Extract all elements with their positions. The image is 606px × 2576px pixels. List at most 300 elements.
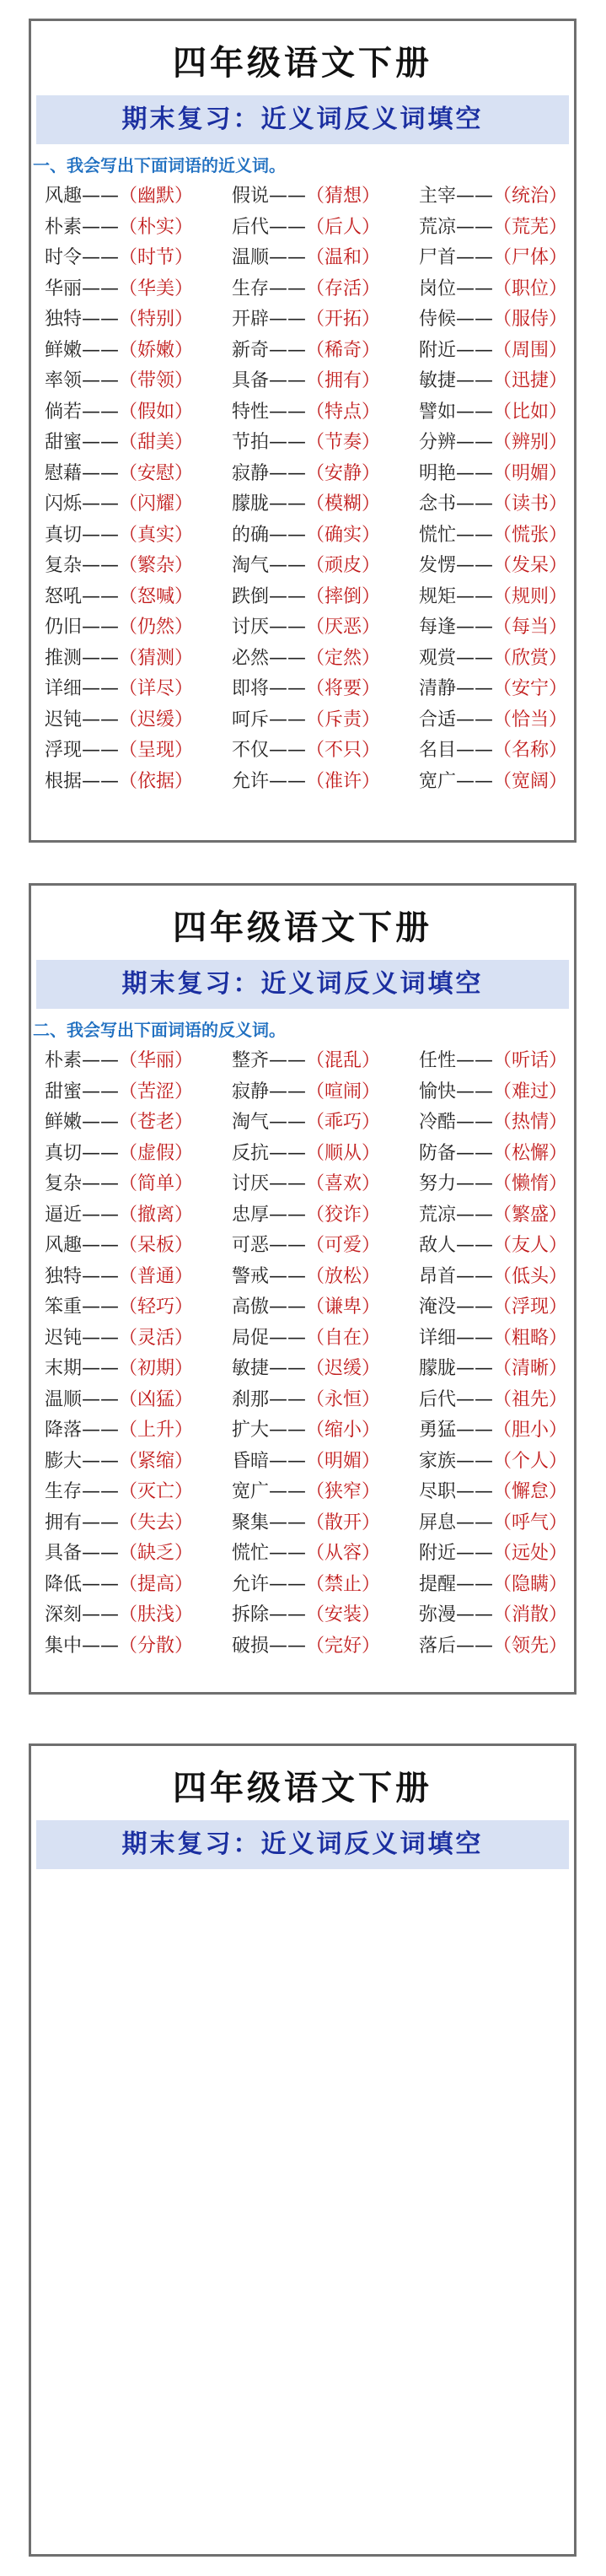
close-paren: ）: [549, 1604, 568, 1625]
word: 侍候: [419, 309, 457, 330]
answer-word: 温和: [324, 247, 362, 268]
open-paren: （: [306, 1358, 325, 1379]
open-paren: （: [306, 247, 325, 268]
answer-word: 呆板: [137, 1235, 175, 1256]
dash-separator: ——: [269, 678, 307, 699]
open-paren: （: [119, 1081, 138, 1102]
answer-word: 明媚: [512, 462, 550, 484]
subtitle-banner: 期末复习：近义词反义词填空: [36, 95, 569, 144]
word: 聚集: [232, 1512, 270, 1533]
close-paren: ）: [362, 247, 381, 268]
close-paren: ）: [174, 432, 194, 453]
answer-word: 松懈: [512, 1142, 550, 1164]
word: 拥有: [45, 1512, 83, 1533]
answer-word: 安慰: [137, 462, 175, 484]
word-pair: [45, 1354, 232, 1385]
close-paren: ）: [362, 1635, 381, 1657]
open-paren: （: [119, 678, 138, 699]
dash-separator: ——: [82, 555, 120, 576]
answer-word: 时节: [137, 247, 175, 268]
word-pair: [419, 428, 587, 459]
dash-separator: ——: [269, 1112, 307, 1133]
answer-word: 苦涩: [137, 1081, 175, 1102]
answer-word: 普通: [137, 1265, 175, 1287]
close-paren: ）: [362, 1481, 381, 1502]
answer-word: 粗略: [512, 1327, 550, 1349]
dash-separator: ——: [456, 1573, 494, 1595]
answer-word: 消散: [512, 1604, 550, 1625]
close-paren: ）: [549, 1358, 568, 1379]
answer-word: 可爱: [324, 1235, 362, 1256]
dash-separator: ——: [456, 1112, 494, 1133]
close-paren: ）: [549, 1265, 568, 1287]
word-pair: [419, 489, 587, 520]
dash-separator: ——: [82, 1420, 120, 1441]
word-pair: [45, 1139, 232, 1170]
word: 冷酷: [419, 1112, 457, 1133]
word-pair: [232, 304, 419, 336]
dash-separator: ——: [82, 1358, 120, 1379]
open-paren: （: [493, 1142, 512, 1164]
word-pair: [419, 1447, 587, 1478]
answer-word: 缩小: [324, 1420, 362, 1441]
word-pair: [45, 767, 232, 798]
dash-separator: ——: [456, 1081, 494, 1102]
close-paren: ）: [362, 1265, 381, 1287]
close-paren: ）: [549, 1112, 568, 1133]
word-pair: [419, 1107, 587, 1139]
dash-separator: ——: [456, 1173, 494, 1194]
dash-separator: ——: [456, 1327, 494, 1349]
answer-word: 灭亡: [137, 1481, 175, 1502]
dash-separator: ——: [269, 1635, 307, 1657]
close-paren: ）: [362, 1112, 381, 1133]
word: 降落: [45, 1420, 83, 1441]
dash-separator: ——: [269, 1512, 307, 1533]
close-paren: ）: [174, 1481, 194, 1502]
close-paren: ）: [549, 555, 568, 576]
dash-separator: ——: [82, 1081, 120, 1102]
open-paren: （: [493, 1481, 512, 1502]
word: 不仅: [232, 740, 270, 761]
word: 允许: [232, 1573, 270, 1595]
word: 朦胧: [232, 493, 270, 515]
answer-word: 灵活: [137, 1327, 175, 1349]
answer-word: 紧缩: [137, 1450, 175, 1472]
answer-word: 顺从: [324, 1142, 362, 1164]
dash-separator: ——: [82, 1481, 120, 1502]
word-pair: [419, 644, 587, 675]
word: 附近: [419, 339, 457, 361]
word: 寂静: [232, 1081, 270, 1102]
word-pair: [232, 705, 419, 736]
word-pair: [232, 1262, 419, 1293]
answer-word: 从容: [324, 1543, 362, 1564]
word-pair: [232, 274, 419, 305]
open-paren: （: [306, 186, 325, 207]
close-paren: ）: [174, 524, 194, 546]
word-pair: [232, 1292, 419, 1323]
dash-separator: ——: [269, 1481, 307, 1502]
word-pair: [45, 1262, 232, 1293]
word-pair: [419, 736, 587, 767]
dash-separator: ——: [82, 1327, 120, 1349]
dash-separator: ——: [82, 339, 120, 361]
answer-word: 简单: [137, 1173, 175, 1194]
close-paren: ）: [362, 1420, 381, 1441]
dash-separator: ——: [456, 370, 494, 391]
close-paren: ）: [174, 186, 194, 207]
close-paren: ）: [174, 493, 194, 515]
page-title: 四年级语文下册: [173, 908, 432, 947]
answer-word: 谦卑: [324, 1296, 362, 1318]
open-paren: （: [493, 1450, 512, 1472]
word-pair: [419, 1323, 587, 1355]
dash-separator: ——: [269, 555, 307, 576]
dash-separator: ——: [456, 1635, 494, 1657]
dash-separator: ——: [82, 1543, 120, 1564]
word: 允许: [232, 770, 270, 792]
word: 寂静: [232, 462, 270, 484]
answer-word: 喜欢: [324, 1173, 362, 1194]
close-paren: ）: [362, 401, 381, 423]
open-paren: （: [119, 617, 138, 638]
word: 局促: [232, 1327, 270, 1349]
word-pair: [45, 1477, 232, 1508]
answer-word: 真实: [137, 524, 175, 546]
dash-separator: ——: [82, 1265, 120, 1287]
word: 推测: [45, 647, 83, 669]
word-pair: [419, 1169, 587, 1200]
word-pair: [232, 1477, 419, 1508]
close-paren: ）: [362, 309, 381, 330]
answer-word: 准许: [324, 770, 362, 792]
dash-separator: ——: [456, 339, 494, 361]
answer-word: 定然: [324, 647, 362, 669]
answer-word: 远处: [512, 1543, 550, 1564]
word: 复杂: [45, 555, 83, 576]
answer-word: 特点: [324, 401, 362, 423]
open-paren: （: [306, 770, 325, 792]
dash-separator: ——: [82, 1204, 120, 1226]
open-paren: （: [306, 524, 325, 546]
page-title: 四年级语文下册: [173, 1768, 432, 1808]
close-paren: ）: [362, 186, 381, 207]
word: 淘气: [232, 555, 270, 576]
word-pair: [419, 1477, 587, 1508]
word-pair: [419, 767, 587, 798]
word: 淘气: [232, 1112, 270, 1133]
word-pair: [419, 366, 587, 397]
open-paren: （: [306, 709, 325, 730]
answer-word: 娇嫩: [137, 339, 175, 361]
close-paren: ）: [362, 1081, 381, 1102]
word-pair: [232, 336, 419, 367]
word-pair: [419, 213, 587, 244]
word-pair: [232, 1600, 419, 1631]
word-pair: [232, 428, 419, 459]
word: 任性: [419, 1050, 457, 1071]
word-pair: [419, 459, 587, 490]
page-title: 四年级语文下册: [173, 43, 432, 83]
open-paren: （: [306, 1635, 325, 1657]
answer-word: 华丽: [137, 1050, 175, 1071]
word: 荒凉: [419, 216, 457, 238]
word-pair: [45, 274, 232, 305]
answer-word: 不只: [324, 740, 362, 761]
open-paren: （: [119, 1388, 138, 1410]
word-pair: [419, 1354, 587, 1385]
word-pair: [419, 1600, 587, 1631]
word-pair: [45, 1292, 232, 1323]
open-paren: （: [119, 1420, 138, 1441]
open-paren: （: [119, 1296, 138, 1318]
answer-word: 开拓: [324, 309, 362, 330]
answer-word: 热情: [512, 1112, 550, 1133]
word: 扩大: [232, 1420, 270, 1441]
open-paren: （: [306, 1296, 325, 1318]
answer-word: 缺乏: [137, 1543, 175, 1564]
answer-word: 确实: [324, 524, 362, 546]
word: 逼近: [45, 1204, 83, 1226]
word: 真切: [45, 1142, 83, 1164]
open-paren: （: [119, 247, 138, 268]
dash-separator: ——: [269, 1050, 307, 1071]
word-pair: [45, 1570, 232, 1601]
dash-separator: ——: [456, 1388, 494, 1410]
word: 提醒: [419, 1573, 457, 1595]
word: 规矩: [419, 585, 457, 607]
answer-word: 宽阔: [512, 770, 550, 792]
close-paren: ）: [174, 617, 194, 638]
answer-word: 隐瞒: [512, 1573, 550, 1595]
close-paren: ）: [549, 647, 568, 669]
word-pair: [232, 1323, 419, 1355]
dash-separator: ——: [269, 339, 307, 361]
dash-separator: ——: [456, 1358, 494, 1379]
open-paren: （: [119, 1604, 138, 1625]
word-pair: [419, 1231, 587, 1262]
word-pair: [45, 336, 232, 367]
word-pair: [419, 612, 587, 644]
open-paren: （: [119, 1142, 138, 1164]
word-pair: [232, 397, 419, 428]
dash-separator: ——: [456, 647, 494, 669]
word: 温顺: [45, 1388, 83, 1410]
close-paren: ）: [174, 401, 194, 423]
close-paren: ）: [362, 462, 381, 484]
word: 勇猛: [419, 1420, 457, 1441]
word: 淹没: [419, 1296, 457, 1318]
answer-word: 闪耀: [137, 493, 175, 515]
word-pair: [419, 274, 587, 305]
word-pair: [45, 1107, 232, 1139]
open-paren: （: [119, 1481, 138, 1502]
word: 慌忙: [419, 524, 457, 546]
word: 仍旧: [45, 617, 83, 638]
dash-separator: ——: [269, 647, 307, 669]
word: 破损: [232, 1635, 270, 1657]
answer-word: 混乱: [324, 1050, 362, 1071]
dash-separator: ——: [82, 370, 120, 391]
word-pair: [232, 1631, 419, 1663]
open-paren: （: [493, 1512, 512, 1533]
word-pair: [45, 1200, 232, 1231]
dash-separator: ——: [269, 309, 307, 330]
dash-separator: ——: [269, 1142, 307, 1164]
close-paren: ）: [174, 1050, 194, 1071]
word: 屏息: [419, 1512, 457, 1533]
dash-separator: ——: [82, 432, 120, 453]
close-paren: ）: [549, 186, 568, 207]
word: 慰藉: [45, 462, 83, 484]
close-paren: ）: [362, 1358, 381, 1379]
close-paren: ）: [362, 1204, 381, 1226]
open-paren: （: [119, 1173, 138, 1194]
open-paren: （: [306, 740, 325, 761]
dash-separator: ——: [82, 1235, 120, 1256]
open-paren: （: [306, 1050, 325, 1071]
answer-word: 个人: [512, 1450, 550, 1472]
answer-word: 带领: [137, 370, 175, 391]
open-paren: （: [119, 1050, 138, 1071]
open-paren: （: [493, 555, 512, 576]
dash-separator: ——: [269, 1388, 307, 1410]
close-paren: ）: [549, 1327, 568, 1349]
dash-separator: ——: [82, 1604, 120, 1625]
dash-separator: ——: [82, 1050, 120, 1071]
open-paren: （: [493, 1543, 512, 1564]
word: 昏暗: [232, 1450, 270, 1472]
close-paren: ）: [362, 1543, 381, 1564]
word-pair: [45, 428, 232, 459]
answer-word: 肤浅: [137, 1604, 175, 1625]
dash-separator: ——: [269, 524, 307, 546]
close-paren: ）: [174, 278, 194, 299]
close-paren: ）: [362, 585, 381, 607]
word: 敏捷: [232, 1358, 270, 1379]
close-paren: ）: [174, 740, 194, 761]
word: 朴素: [45, 1050, 83, 1071]
close-paren: ）: [549, 309, 568, 330]
word-pair: [45, 1600, 232, 1631]
word: 鲜嫩: [45, 339, 83, 361]
word: 跌倒: [232, 585, 270, 607]
word-pair: [419, 1139, 587, 1170]
answer-word: 自在: [324, 1327, 362, 1349]
word-pair: [45, 304, 232, 336]
word: 迟钝: [45, 709, 83, 730]
word: 后代: [419, 1388, 457, 1410]
open-paren: （: [119, 585, 138, 607]
word-pair: [232, 1508, 419, 1539]
close-paren: ）: [362, 1327, 381, 1349]
word: 的确: [232, 524, 270, 546]
dash-separator: ——: [456, 555, 494, 576]
word: 发愣: [419, 555, 457, 576]
word-pair: [419, 1415, 587, 1447]
word-pair: [232, 551, 419, 582]
answer-word: 繁杂: [137, 555, 175, 576]
dash-separator: ——: [269, 401, 307, 423]
dash-separator: ——: [456, 1543, 494, 1564]
word: 风趣: [45, 1235, 83, 1256]
word-pair: [232, 582, 419, 613]
answer-word: 稀奇: [324, 339, 362, 361]
close-paren: ）: [549, 1142, 568, 1164]
word-pair: [419, 336, 587, 367]
worksheet-page-3: [29, 1743, 577, 2557]
open-paren: （: [119, 555, 138, 576]
open-paren: （: [119, 1327, 138, 1349]
open-paren: （: [493, 647, 512, 669]
word-pair: [45, 612, 232, 644]
answer-word: 呼气: [512, 1512, 550, 1533]
answer-word: 轻巧: [137, 1296, 175, 1318]
close-paren: ）: [549, 740, 568, 761]
word-pair: [45, 489, 232, 520]
word-pair: [45, 459, 232, 490]
close-paren: ）: [362, 1388, 381, 1410]
word: 风趣: [45, 186, 83, 207]
word-pair: [45, 1539, 232, 1570]
word: 即将: [232, 678, 270, 699]
close-paren: ）: [362, 678, 381, 699]
close-paren: ）: [362, 370, 381, 391]
answer-word: 撤离: [137, 1204, 175, 1226]
word-pair: [419, 1508, 587, 1539]
close-paren: ）: [549, 1173, 568, 1194]
answer-word: 繁盛: [512, 1204, 550, 1226]
close-paren: ）: [549, 1388, 568, 1410]
word-pair: [45, 1323, 232, 1355]
word-pair: [232, 181, 419, 213]
close-paren: ）: [549, 585, 568, 607]
dash-separator: ——: [82, 617, 120, 638]
word: 时令: [45, 247, 83, 268]
word: 详细: [45, 678, 83, 699]
answer-word: 每当: [512, 617, 550, 638]
answer-word: 散开: [324, 1512, 362, 1533]
answer-word: 呈现: [137, 740, 175, 761]
word: 生存: [45, 1481, 83, 1502]
word: 努力: [419, 1173, 457, 1194]
answer-word: 放松: [324, 1265, 362, 1287]
word: 膨大: [45, 1450, 83, 1472]
close-paren: ）: [174, 555, 194, 576]
word-pair: [232, 1354, 419, 1385]
section-heading-antonyms: 二、我会写出下面词语的反义词。: [33, 1020, 286, 1040]
answer-word: 安静: [324, 462, 362, 484]
answer-word: 分散: [137, 1635, 175, 1657]
close-paren: ）: [362, 1450, 381, 1472]
word-pair: [419, 181, 587, 213]
answer-word: 模糊: [324, 493, 362, 515]
word: 假说: [232, 186, 270, 207]
word: 具备: [45, 1543, 83, 1564]
open-paren: （: [493, 216, 512, 238]
close-paren: ）: [549, 770, 568, 792]
word-pair: [45, 736, 232, 767]
open-paren: （: [119, 1358, 138, 1379]
dash-separator: ——: [456, 1420, 494, 1441]
dash-separator: ——: [269, 1543, 307, 1564]
close-paren: ）: [549, 493, 568, 515]
open-paren: （: [306, 555, 325, 576]
worksheet-page-2: [29, 883, 577, 1695]
dash-separator: ——: [456, 1142, 494, 1164]
word: 荒凉: [419, 1204, 457, 1226]
